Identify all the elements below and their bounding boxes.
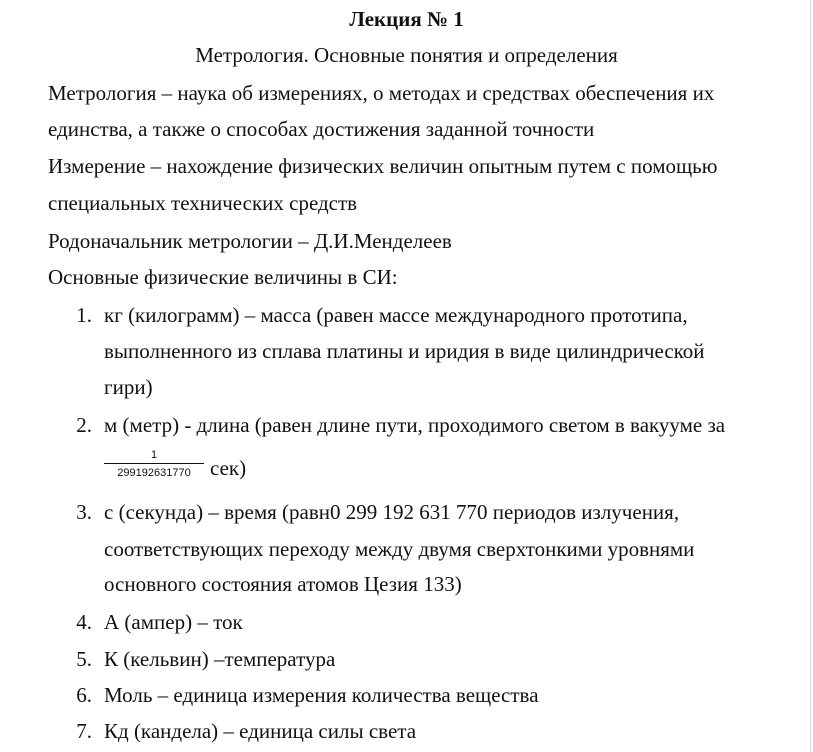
fraction-unit: сек)	[210, 456, 247, 480]
list-item-number: 2.	[76, 413, 92, 437]
fraction-denominator: 299192631770	[117, 467, 191, 479]
fraction-numerator: 1	[150, 449, 158, 461]
list-item-kelvin: К (кельвин) –температура	[104, 647, 336, 671]
list-item-kilogram-line-3: гири)	[104, 375, 153, 399]
list-item-candela: Кд (кандела) – единица силы света	[104, 719, 417, 743]
list-item-number: 3.	[76, 500, 92, 524]
lecture-subtitle: Метрология. Основные понятия и определения	[195, 43, 618, 67]
fraction-light-time	[104, 449, 204, 479]
list-item-ampere: А (ампер) – ток	[104, 610, 243, 634]
list-item-second-line-3: основного состояния атомов Цезия 133)	[104, 572, 462, 596]
list-item-number: 5.	[76, 647, 92, 671]
paragraph-si-units-heading: Основные физические величины в СИ:	[48, 265, 398, 289]
list-item-mole: Моль – единица измерения количества вещества	[104, 683, 539, 707]
paragraph-metrology-line-1: Метрология – наука об измерениях, о методах и средствах обеспечения их	[48, 81, 715, 105]
paragraph-measurement-line-2: специальных технических средств	[48, 191, 358, 215]
list-item-number: 1.	[76, 303, 92, 327]
paragraph-measurement-line-1: Измерение – нахождение физических величин опытным путем с помощью	[48, 154, 718, 178]
list-item-meter-line-1: м (метр) - длина (равен длине пути, проходимого светом в вакууме за	[104, 413, 726, 437]
list-item-number: 6.	[76, 683, 92, 707]
list-item-second-line-2: соответствующих переходу между двумя сверхтонкими уровнями	[104, 537, 695, 561]
list-item-second-line-1: с (секунда) – время (равн0 299 192 631 770 периодов излучения,	[104, 500, 680, 524]
list-item-kilogram-line-1: кг (килограмм) – масса (равен массе международного прототипа,	[104, 303, 688, 327]
lecture-title: Лекция № 1	[349, 7, 464, 31]
paragraph-metrology-line-2: единства, а также о способах достижения заданной точности	[48, 117, 595, 141]
paragraph-founder: Родоначальник метрологии – Д.И.Менделеев	[48, 229, 452, 253]
list-item-number: 4.	[76, 610, 92, 634]
fraction-bar	[104, 463, 204, 464]
list-item-kilogram-line-2: выполненного из сплава платины и иридия в виде цилиндрической	[104, 339, 705, 363]
list-item-number: 7.	[76, 719, 92, 743]
